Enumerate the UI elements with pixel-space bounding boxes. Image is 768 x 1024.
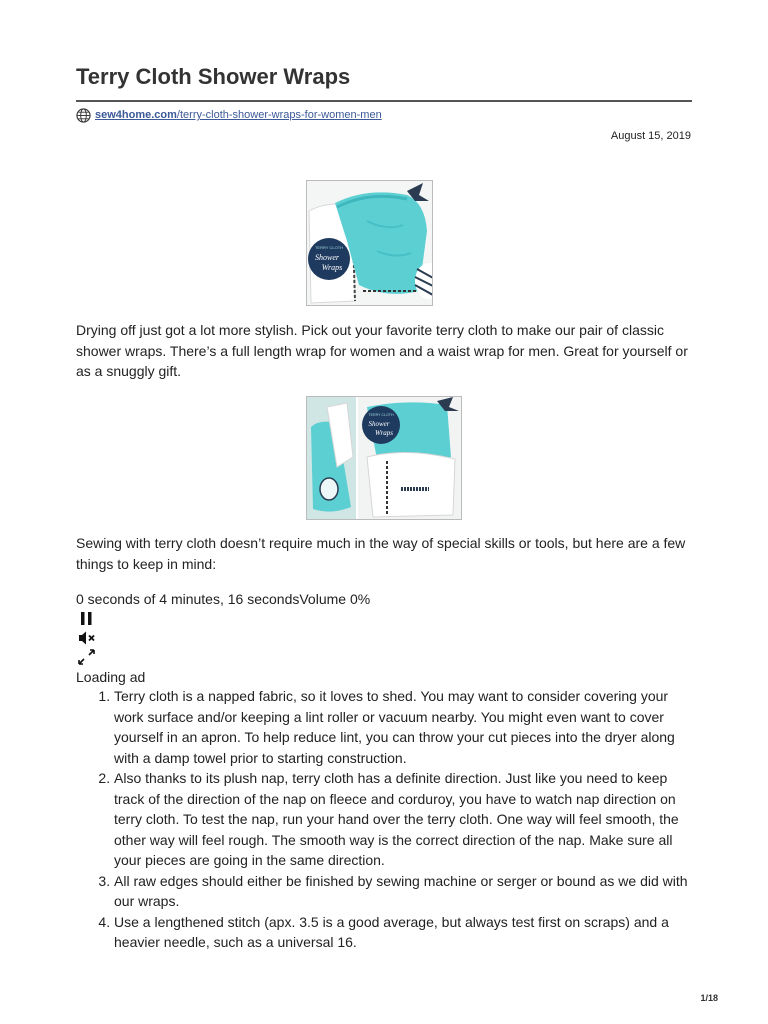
list-item: 3. All raw edges should either be finished by sewing machine or serger or bound as we did with our wraps. (114, 871, 696, 912)
list-item: 4. Use a lengthened stitch (apx. 3.5 is a good average, but always test first on scraps) and a heavier needle, such as a universal 16. (114, 912, 696, 953)
source-domain[interactable]: sew4home.com (95, 109, 177, 121)
loading-ad-text: Loading ad (76, 669, 146, 685)
badge-title-line2: Wraps (375, 429, 393, 437)
player-status: 0 seconds of 4 minutes, 16 secondsVolume 0% (76, 591, 371, 607)
badge-caption: TERRY CLOTH (314, 245, 344, 250)
shower-wraps-photo-2 (306, 396, 462, 520)
skills-paragraph: Sewing with terry cloth doesn’t require much in the way of special skills or tools, but here are a few things to keep in mind: (76, 535, 686, 572)
fullscreen-icon[interactable] (78, 649, 96, 665)
globe-icon (76, 108, 91, 123)
list-item: 2. Also thanks to its plush nap, terry cloth has a definite direction. Just like you need to keep track of the direction of the nap on fleece and corduroy, you have to watch nap direction on terry cloth. To test the nap, run your hand over the terry cloth. One way will feel smooth, the other way will feel rough. The smooth way is the correct direction of the nap. Make sure all your pieces are going in the same direction. (114, 768, 696, 871)
source-path[interactable]: /terry-cloth-shower-wraps-for-women-men (176, 109, 382, 121)
intro-paragraph: Drying off just got a lot more stylish. Pick out your favorite terry cloth to make our pair of classic shower wraps. There’s a full length wrap for women and a waist wrap for men. Great for yourself or as a snuggly gift. (76, 322, 688, 379)
badge-caption: TERRY CLOTH (368, 413, 394, 417)
page-number: 1/18 (700, 993, 718, 1003)
shower-wraps-photo-1 (306, 180, 433, 306)
page-title: Terry Cloth Shower Wraps (76, 64, 351, 89)
pause-icon[interactable] (78, 611, 96, 627)
list-item: 1. Terry cloth is a napped fabric, so it loves to shed. You may want to consider covering your work surface and/or keeping a lint roller or vacuum nearby. You might even want to cover yourself in an apron. To help reduce lint, you can throw your cut pieces into the dryer along with a damp towel prior to starting construction. (114, 686, 696, 768)
badge-title-line1: Shower (368, 420, 390, 428)
source-link[interactable] (76, 106, 382, 124)
tips-list (76, 686, 696, 953)
badge-title-line1: Shower (315, 253, 339, 262)
publish-date: August 15, 2019 (610, 130, 691, 142)
title-divider (76, 100, 692, 102)
mute-icon[interactable] (78, 630, 96, 646)
badge-title-line2: Wraps (321, 263, 343, 272)
